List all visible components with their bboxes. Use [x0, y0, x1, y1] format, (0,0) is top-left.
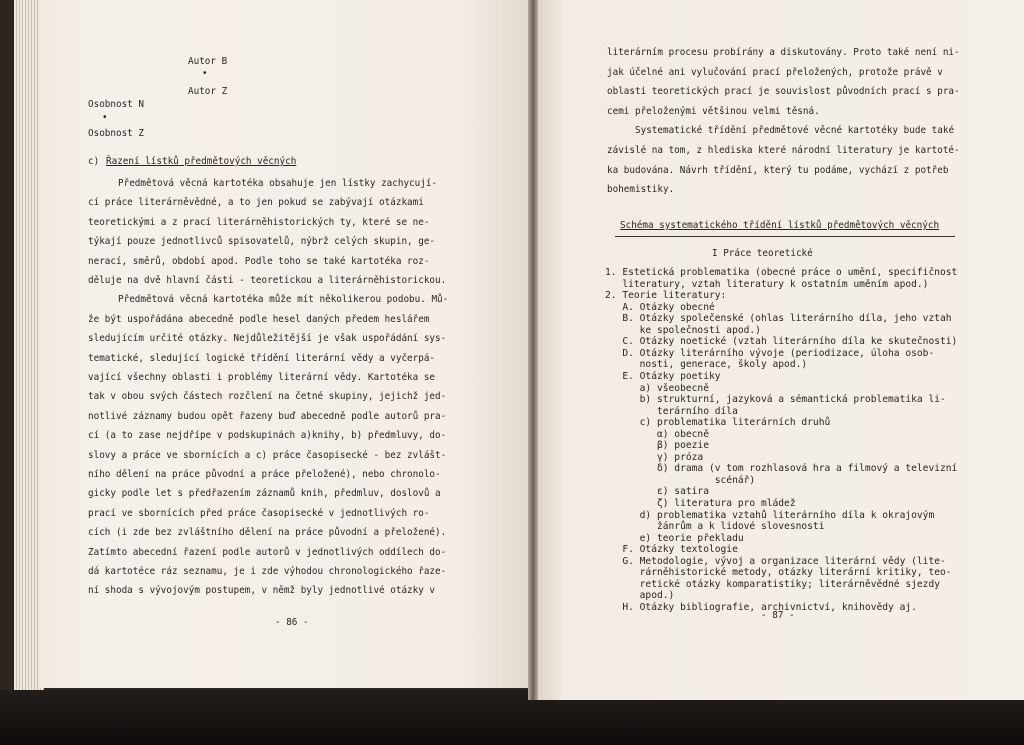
text-line: D. Otázky literárního vývoje (periodizace, úloha osob- — [605, 347, 935, 359]
text-line: a) všeobecně — [605, 382, 709, 394]
text-line: gicky podle let s předřazením záznamů knih, předmluv, doslovů a — [88, 488, 441, 500]
text-line: závislé na tom, z hlediska které národní literatury je kartoté- — [607, 145, 960, 156]
divider-rule — [615, 236, 955, 237]
text-line: žánrům a k lidové slovesnosti — [605, 521, 825, 533]
text-line: oblasti teoretických prací je souvislost původních prací s pra- — [607, 86, 960, 98]
text-line: c) problematika literárních druhů — [605, 417, 831, 429]
header-line: Autor B — [188, 56, 228, 67]
text-line: cemi přeloženými většinou velmi těsná. — [607, 105, 820, 117]
text-line: rárněhistorické metody, otázky literární kritiky, teo- — [605, 567, 952, 579]
text-line: e) teorie překladu — [605, 532, 744, 544]
page-number-left: - 86 - — [275, 617, 309, 628]
text-line: notlivé záznamy budou opět řazeny buď abecedně podle autorů pra- — [88, 410, 447, 422]
text-line: Systematické třídění předmětové věcné kartotéky bude také — [635, 125, 955, 137]
text-line: děluje na dvě hlavní části - teoretickou a literárněhistorickou. — [88, 275, 447, 286]
text-line: b) strukturní, jazyková a sémantická problematika li- — [605, 394, 946, 406]
section-title: Řazení lístků předmětových věcných — [106, 156, 297, 167]
page-number-right: - 87 - — [761, 610, 795, 621]
text-line: nerací, směrů, období apod. Podle toho se také kartotéka roz- — [88, 255, 430, 267]
text-line: γ) próza — [605, 451, 704, 463]
text-line: ζ) literatura pro mládež — [605, 498, 796, 509]
text-line: nosti, generace, školy apod.) — [605, 359, 808, 371]
text-line: cí práce literárněvědné, a to jen pokud se zabývají otázkami — [88, 197, 424, 209]
text-line: 2. Teorie literatury: — [605, 290, 727, 302]
text-line: d) problematika vztahů literárního díla k okrajovým — [605, 509, 935, 521]
text-line: slovy a práce ve sbornících a c) práce časopisecké - bez zvlášt- — [88, 449, 447, 461]
text-line: týkají pouze jednotlivců spisovatelů, nýbrž celých skupin, ge- — [88, 236, 436, 248]
header-line: Osobnost Z — [88, 128, 144, 139]
text-line: jak účelné ani vylučování prací přeložených, protože právě v — [607, 66, 943, 78]
text-line: sledujícím určité otázky. Nejdůležitější je však uspořádání sys- — [88, 333, 447, 345]
text-line: ního dělení na práce původní a práce přeložené), nebo chronolo- — [88, 469, 441, 480]
text-line: apod.) — [605, 590, 675, 602]
text-line: ka budována. Návrh třídění, který tu podáme, vychází z potřeb — [607, 164, 949, 176]
text-line: scénář) — [605, 474, 756, 486]
text-line: α) obecně — [605, 428, 709, 440]
text-line: tak v obou svých částech rozčlení na četné skupiny, jejichž jed- — [88, 391, 447, 403]
text-line: dá kartotéce ráz seznamu, je i zde výhodou chronologického řaze- — [88, 566, 447, 577]
text-line: Předmětová věcná kartotéka může mít několikerou podobu. Mů- — [118, 294, 449, 306]
section-label: c) — [88, 156, 100, 167]
book-gutter — [528, 0, 538, 700]
text-line: F. Otázky textologie — [605, 544, 738, 556]
text-line: literárním procesu probírány a diskutovány. Proto také není ni- — [607, 47, 960, 58]
text-line: terárního díla — [605, 405, 738, 417]
text-line: teoretickými a z prací literárněhistorických ty, které se ne- — [88, 216, 430, 228]
text-line: že být uspořádána abecedně podle hesel daných předem heslářem — [88, 313, 430, 325]
text-line: ke společnosti apod.) — [605, 324, 761, 336]
text-line: ní shoda s vývojovým postupem, v němž byly jednotlivé otázky v — [88, 585, 436, 597]
header-bullet: • — [102, 112, 108, 123]
text-line: literatury, vztah literatury k ostatním uměním apod.) — [605, 278, 929, 290]
text-line: B. Otázky společenské (ohlas literárního díla, jeho vztah — [605, 313, 952, 325]
text-line: Předmětová věcná kartotéka obsahuje jen lístky zachycují- — [118, 178, 438, 189]
schema-title: Schéma systematického třídění lístků předmětových věcných — [620, 220, 940, 231]
text-line: G. Metodologie, vývoj a organizace literární vědy (lite- — [605, 555, 946, 567]
text-line: tematické, sledující logické třídění literární vědy a vyčerpá- — [88, 352, 436, 364]
text-line: A. Otázky obecné — [605, 301, 715, 313]
text-line: vající všechny oblasti i problémy literární vědy. Kartotéka se — [88, 372, 436, 383]
text-line: ε) satira — [605, 486, 709, 498]
text-line: 1. Estetická problematika (obecné práce o umění, specifičnost — [605, 267, 958, 278]
text-line: bohemistiky. — [607, 184, 675, 196]
text-line: β) poezie — [605, 440, 709, 452]
text-line: cích (i zde bez zvláštního dělení na práce původní a přeložené). — [88, 527, 447, 539]
text-line: cí (a to zase nejdřípe v podskupinách a)knihy, b) předmluvy, do- — [88, 430, 447, 442]
text-line: H. Otázky bibliografie, archivnictví, knihovědy aj. — [605, 601, 917, 613]
text-line: δ) drama (v tom rozhlasová hra a filmový a televizní — [605, 463, 958, 475]
text-line: Zatímto abecední řazení podle autorů v jednotlivých oddílech do- — [88, 546, 447, 558]
text-line: E. Otázky poetiky — [605, 370, 721, 382]
text-line: retické otázky komparatistiky; literárněvědné sjezdy — [605, 578, 941, 590]
section-heading: I Práce teoretické — [712, 248, 813, 259]
header-bullet: • — [202, 68, 208, 79]
text-line: C. Otázky noetické (vztah literárního díla ke skutečnosti) — [605, 336, 958, 348]
text-line: prací ve sbornících před práce časopisecké v jednotlivých ro- — [88, 507, 430, 519]
header-line: Autor Z — [188, 86, 228, 97]
header-line: Osobnost N — [88, 99, 144, 110]
